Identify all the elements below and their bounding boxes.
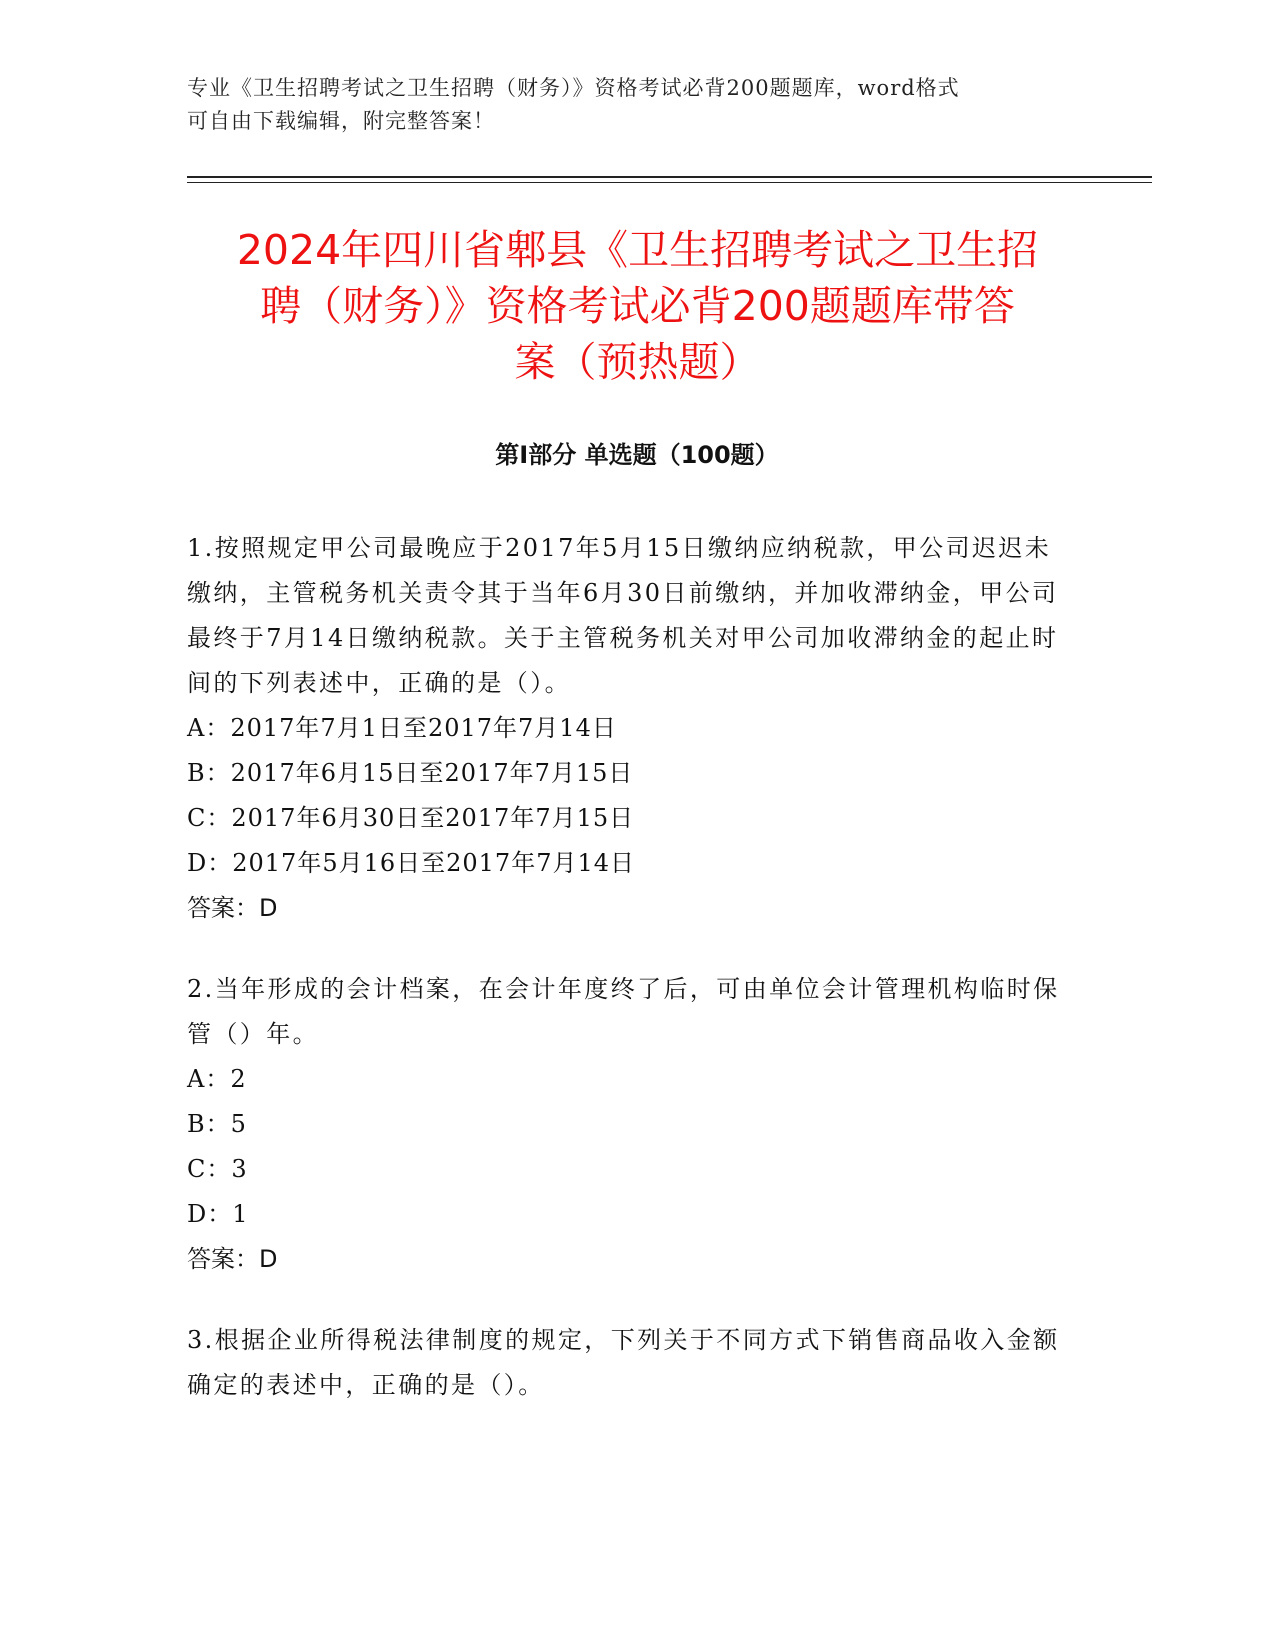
- document-title-line-3: 案（预热题）: [514, 338, 761, 386]
- question-2: [187, 967, 1067, 1282]
- question-stem: 3.根据企业所得税法律制度的规定，下列关于不同方式下销售商品收入金额确定的表述中，正确的是（）。: [187, 1326, 1060, 1399]
- option-d: D：1: [187, 1200, 249, 1228]
- option-a: A：2: [187, 1065, 247, 1093]
- header-note: [187, 72, 1067, 138]
- question-stem: 1.按照规定甲公司最晚应于2017年5月15日缴纳应纳税款，甲公司迟迟未缴纳，主管税务机关责令其于当年6月30日前缴纳，并加收滞纳金，甲公司最终于7月14日缴纳税款。关于主管税务机关对甲公司加收滞纳金的起止时间的下列表述中，正确的是（）。: [187, 534, 1059, 697]
- answer-label: 答案：D: [187, 1245, 278, 1273]
- section-heading: 第Ⅰ部分 单选题（100题）: [495, 441, 779, 469]
- option-d: D：2017年5月16日至2017年7月14日: [187, 849, 636, 877]
- option-a: A：2017年7月1日至2017年7月14日: [187, 714, 617, 742]
- header-divider-thin: [187, 182, 1152, 183]
- header-note-line-1: 专业《卫生招聘考试之卫生招聘（财务）》资格考试必背200题题库，word格式: [187, 76, 960, 100]
- question-stem: 2.当年形成的会计档案，在会计年度终了后，可由单位会计管理机构临时保管（）年。: [187, 975, 1060, 1048]
- question-list: [187, 526, 1067, 1444]
- document-title-line-2: 聘（财务）》资格考试必背200题题库带答: [260, 282, 1015, 330]
- document-title-line-1: 2024年四川省郫县《卫生招聘考试之卫生招: [236, 226, 1039, 274]
- question-1: [187, 526, 1067, 931]
- question-3: [187, 1318, 1067, 1408]
- option-b: B：2017年6月15日至2017年7月15日: [187, 759, 634, 787]
- header-note-line-2: 可自由下载编辑，附完整答案！: [187, 109, 495, 133]
- document-title: [170, 222, 1105, 390]
- option-c: C：2017年6月30日至2017年7月15日: [187, 804, 635, 832]
- option-b: B：5: [187, 1110, 247, 1138]
- answer-label: 答案：D: [187, 894, 278, 922]
- option-c: C：3: [187, 1155, 248, 1183]
- header-divider-thick: [187, 176, 1152, 178]
